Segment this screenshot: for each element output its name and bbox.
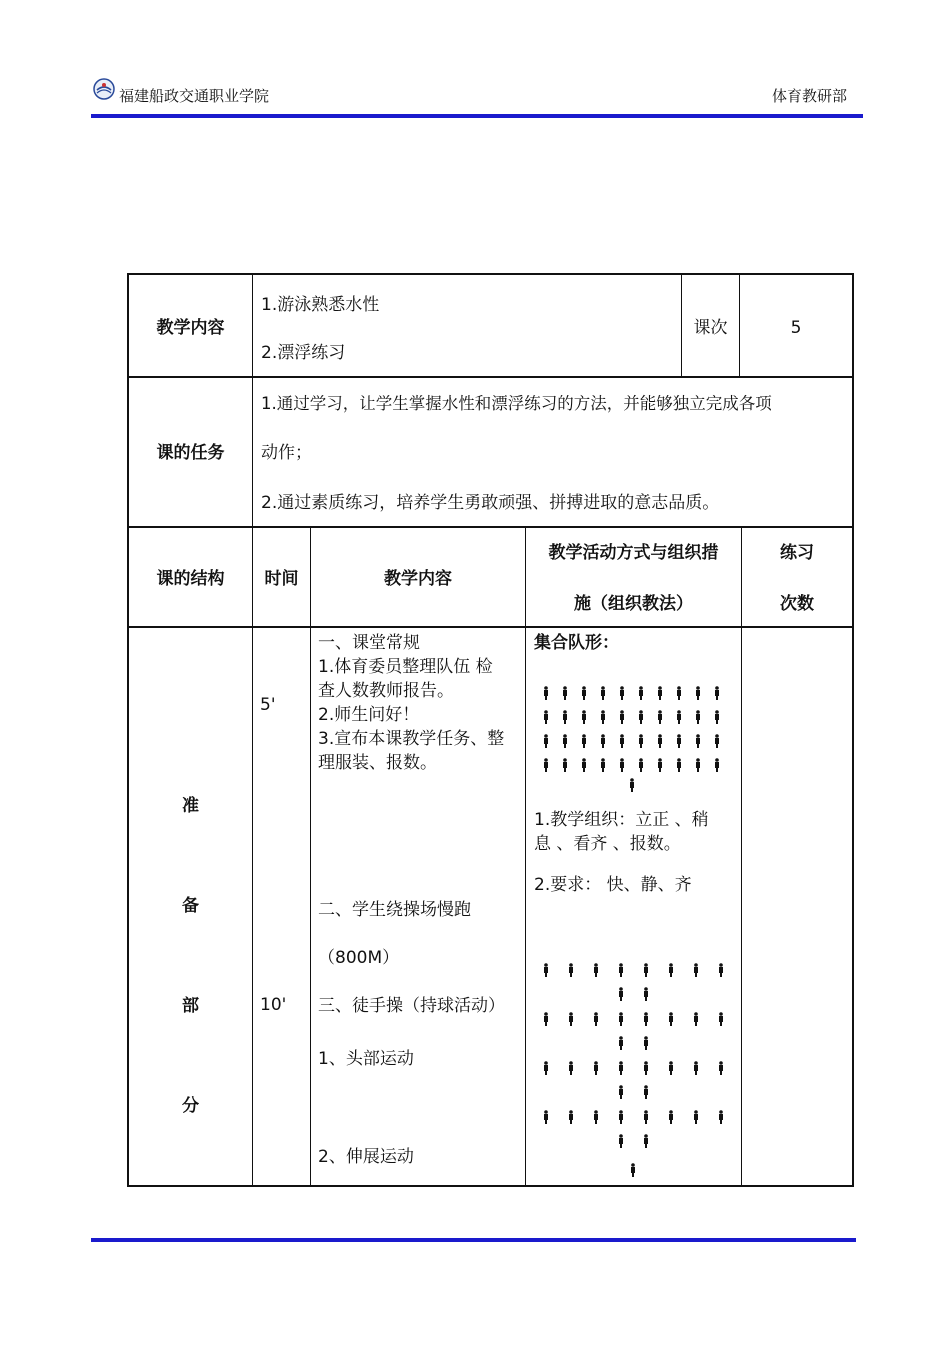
exercise-formation-diagram bbox=[534, 960, 734, 1190]
student-figure-icon bbox=[694, 1110, 698, 1124]
footer-divider bbox=[91, 1238, 856, 1242]
routine-line: 2.师生问好！ bbox=[318, 705, 420, 725]
school-name: 福建船政交通职业学院 bbox=[119, 87, 270, 105]
department-name: 体育教研部 bbox=[771, 87, 847, 105]
time-value: 10' bbox=[260, 995, 287, 1015]
student-figure-icon bbox=[582, 758, 586, 772]
student-figure-icon bbox=[563, 734, 567, 748]
student-figure-icon bbox=[619, 1085, 623, 1099]
student-figure-icon bbox=[569, 1061, 573, 1075]
student-figure-icon bbox=[619, 1134, 623, 1148]
student-figure-icon bbox=[644, 1110, 648, 1124]
row-divider bbox=[129, 376, 852, 378]
student-figure-icon bbox=[644, 987, 648, 1001]
content-item: 2.漂浮练习 bbox=[261, 343, 346, 363]
column-divider bbox=[525, 526, 526, 1185]
routine-text bbox=[318, 631, 523, 775]
student-figure-icon bbox=[644, 1061, 648, 1075]
formation-title: 集合队形： bbox=[534, 633, 619, 653]
student-figure-icon bbox=[639, 734, 643, 748]
student-figure-icon bbox=[619, 1036, 623, 1050]
student-figure-icon bbox=[619, 987, 623, 1001]
student-figure-icon bbox=[694, 963, 698, 977]
student-figure-icon bbox=[620, 734, 624, 748]
student-figure-icon bbox=[658, 710, 662, 724]
student-figure-icon bbox=[619, 1012, 623, 1026]
part-char: 分 bbox=[182, 1096, 199, 1116]
routine-line: 3.宣布本课教学任务、整 bbox=[318, 729, 505, 749]
student-figure-icon bbox=[601, 686, 605, 700]
student-figure-icon bbox=[544, 710, 548, 724]
student-figure-icon bbox=[582, 734, 586, 748]
student-figure-icon bbox=[563, 710, 567, 724]
exercise-item: 1、头部运动 bbox=[318, 1049, 414, 1069]
jog-text: 二、学生绕操场慢跑 bbox=[318, 900, 471, 920]
student-figure-icon bbox=[620, 686, 624, 700]
student-figure-icon bbox=[677, 734, 681, 748]
school-logo-icon bbox=[93, 78, 115, 100]
routine-line: 理服装、报数。 bbox=[318, 753, 437, 773]
lesson-plan-table bbox=[127, 273, 854, 1187]
student-figure-icon bbox=[658, 734, 662, 748]
student-figure-icon bbox=[669, 963, 673, 977]
student-figure-icon bbox=[631, 1163, 635, 1177]
student-figure-icon bbox=[594, 1061, 598, 1075]
student-figure-icon bbox=[544, 1110, 548, 1124]
student-figure-icon bbox=[644, 1036, 648, 1050]
routine-line: 查人数教师报告。 bbox=[318, 681, 454, 701]
student-figure-icon bbox=[658, 758, 662, 772]
student-figure-icon bbox=[619, 1110, 623, 1124]
routine-line: 一、课堂常规 bbox=[318, 633, 420, 653]
student-figure-icon bbox=[601, 710, 605, 724]
content-label: 教学内容 bbox=[156, 318, 225, 338]
column-divider bbox=[252, 275, 253, 1185]
student-figure-icon bbox=[715, 758, 719, 772]
session-number: 5 bbox=[790, 318, 802, 338]
student-figure-icon bbox=[677, 710, 681, 724]
student-figure-icon bbox=[669, 1012, 673, 1026]
student-figure-icon bbox=[620, 710, 624, 724]
task-line: 1.通过学习，让学生掌握水性和漂浮练习的方法，并能够独立完成各项 bbox=[261, 394, 772, 413]
tasks-label: 课的任务 bbox=[156, 443, 225, 463]
row-divider bbox=[129, 626, 852, 628]
student-figure-icon bbox=[544, 963, 548, 977]
student-figure-icon bbox=[630, 778, 634, 792]
student-figure-icon bbox=[569, 963, 573, 977]
exercise-title: 三、徒手操（持球活动） bbox=[318, 996, 505, 1016]
student-figure-icon bbox=[644, 1012, 648, 1026]
student-figure-icon bbox=[639, 758, 643, 772]
student-figure-icon bbox=[719, 963, 723, 977]
student-figure-icon bbox=[594, 1012, 598, 1026]
row-divider bbox=[129, 526, 852, 528]
student-figure-icon bbox=[569, 1012, 573, 1026]
student-figure-icon bbox=[601, 734, 605, 748]
student-figure-icon bbox=[644, 963, 648, 977]
column-divider bbox=[741, 526, 742, 1185]
student-figure-icon bbox=[677, 758, 681, 772]
student-figure-icon bbox=[715, 734, 719, 748]
student-figure-icon bbox=[696, 758, 700, 772]
col-header-reps: 练习 bbox=[780, 543, 814, 563]
student-figure-icon bbox=[544, 1012, 548, 1026]
exercise-item: 2、伸展运动 bbox=[318, 1147, 414, 1167]
organization-line: 1.教学组织：立正 、稍 bbox=[534, 810, 709, 830]
student-figure-icon bbox=[669, 1061, 673, 1075]
col-header-method: 施（组织教法） bbox=[574, 594, 693, 614]
student-figure-icon bbox=[696, 734, 700, 748]
col-header-method: 教学活动方式与组织措 bbox=[548, 543, 719, 563]
student-figure-icon bbox=[619, 1061, 623, 1075]
header-divider bbox=[91, 114, 863, 118]
student-figure-icon bbox=[563, 758, 567, 772]
part-char: 备 bbox=[182, 896, 199, 916]
student-figure-icon bbox=[719, 1012, 723, 1026]
student-figure-icon bbox=[582, 686, 586, 700]
content-item: 1.游泳熟悉水性 bbox=[261, 295, 380, 315]
student-figure-icon bbox=[594, 1110, 598, 1124]
organization-line: 息 、看齐 、报数。 bbox=[534, 834, 681, 854]
student-figure-icon bbox=[563, 686, 567, 700]
student-figure-icon bbox=[544, 758, 548, 772]
student-figure-icon bbox=[715, 710, 719, 724]
task-line: 2.通过素质练习，培养学生勇敢顽强、拼搏进取的意志品质。 bbox=[261, 493, 720, 513]
assembly-formation-diagram bbox=[534, 680, 734, 805]
student-figure-icon bbox=[569, 1110, 573, 1124]
student-figure-icon bbox=[719, 1110, 723, 1124]
student-figure-icon bbox=[677, 686, 681, 700]
student-figure-icon bbox=[669, 1110, 673, 1124]
part-char: 准 bbox=[182, 796, 199, 816]
col-header-reps: 次数 bbox=[780, 594, 814, 614]
col-header-time: 时间 bbox=[264, 569, 299, 589]
column-divider bbox=[310, 526, 311, 1185]
routine-line: 1.体育委员整理队伍 检 bbox=[318, 657, 493, 677]
session-label: 课次 bbox=[693, 318, 728, 338]
organization-text bbox=[534, 808, 739, 856]
student-figure-icon bbox=[639, 686, 643, 700]
student-figure-icon bbox=[694, 1012, 698, 1026]
student-figure-icon bbox=[594, 963, 598, 977]
page-header bbox=[91, 76, 863, 108]
student-figure-icon bbox=[644, 1085, 648, 1099]
student-figure-icon bbox=[696, 686, 700, 700]
student-figure-icon bbox=[582, 710, 586, 724]
requirement-text: 2.要求： 快、静、齐 bbox=[534, 875, 692, 895]
student-figure-icon bbox=[619, 963, 623, 977]
jog-text: （800M） bbox=[318, 948, 400, 968]
student-figure-icon bbox=[644, 1134, 648, 1148]
student-figure-icon bbox=[601, 758, 605, 772]
student-figure-icon bbox=[715, 686, 719, 700]
student-figure-icon bbox=[544, 734, 548, 748]
student-figure-icon bbox=[620, 758, 624, 772]
col-header-content: 教学内容 bbox=[384, 569, 452, 589]
student-figure-icon bbox=[639, 710, 643, 724]
student-figure-icon bbox=[719, 1061, 723, 1075]
student-figure-icon bbox=[696, 710, 700, 724]
time-value: 5' bbox=[260, 695, 276, 715]
col-header-structure: 课的结构 bbox=[156, 569, 225, 589]
part-char: 部 bbox=[182, 996, 199, 1016]
student-figure-icon bbox=[658, 686, 662, 700]
task-line: 动作； bbox=[261, 443, 312, 463]
student-figure-icon bbox=[544, 686, 548, 700]
student-figure-icon bbox=[544, 1061, 548, 1075]
student-figure-icon bbox=[694, 1061, 698, 1075]
